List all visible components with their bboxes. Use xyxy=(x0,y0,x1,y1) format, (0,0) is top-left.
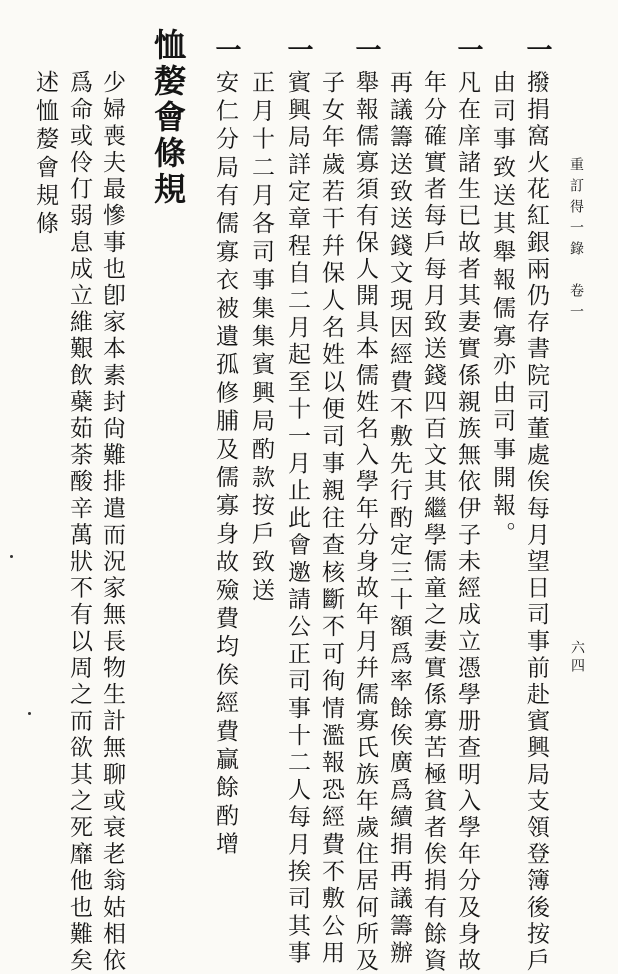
text-column: 凡在庠諸生已故者其妻實係親族無依伊子未經成立憑學册查明入學年分及身故 xyxy=(454,70,480,974)
text-column: 子女年歲若干幷保人名姓以便司事親往查核斷不可徇情濫報恐經費不敷公用 xyxy=(318,70,344,968)
text-column: 再議籌送致送錢文現因經費不敷先行酌定三十額爲率餘俟廣爲續捐再議籌辦 xyxy=(386,70,412,968)
print-speck xyxy=(28,712,31,715)
text-column: 安仁分局有儒寡衣被遺孤修脯及儒寡身故殮費均俟經費贏餘酌增 xyxy=(212,70,238,860)
running-header: 重訂得一錄 卷一 xyxy=(568,157,584,325)
item-marker: 一 xyxy=(351,36,381,62)
item-marker: 一 xyxy=(522,36,552,62)
section-title: 恤嫠會條規 xyxy=(149,28,187,208)
text-column: 爲命或伶仃弱息成立維艱飲蘗茹荼酸辛萬狀不有以周之而欲其之死靡他也難矣 xyxy=(66,70,92,974)
item-marker: 一 xyxy=(283,36,313,62)
text-column: 年分確實者每戶每月致送錢四百文其繼學儒童之妻實係寡苦極貧者俟捐有餘資 xyxy=(420,70,446,974)
text-column: 少婦喪夫最慘事也卽家本素封尙難排遣而況家無長物生計無聊或衰老翁姑相依 xyxy=(99,70,125,974)
text-column: 撥捐窩火花紅銀兩仍存書院司董處俟每月望日司事前赴賓興局支領登簿後按戶 xyxy=(523,70,549,974)
item-marker: 一 xyxy=(453,36,483,62)
text-column: 舉報儒寡須有保人開具本儒姓名入學年分身故年月幷儒寡氏族年歲住居何所及 xyxy=(352,70,378,974)
text-column: 正月十二月各司事集集賓興局酌款按戶致送 xyxy=(248,70,274,606)
text-column: 賓興局詳定章程自二月起至十一月止此會邀請公正司事十二人每月挨司其事 xyxy=(284,70,310,968)
page-number: 六四 xyxy=(569,640,585,676)
item-marker: 一 xyxy=(211,36,241,62)
text-column: 述恤嫠會規條 xyxy=(32,70,58,240)
print-speck xyxy=(10,555,13,558)
text-column: 由司事致送其舉報儒寡亦由司事開報。 xyxy=(489,70,515,550)
